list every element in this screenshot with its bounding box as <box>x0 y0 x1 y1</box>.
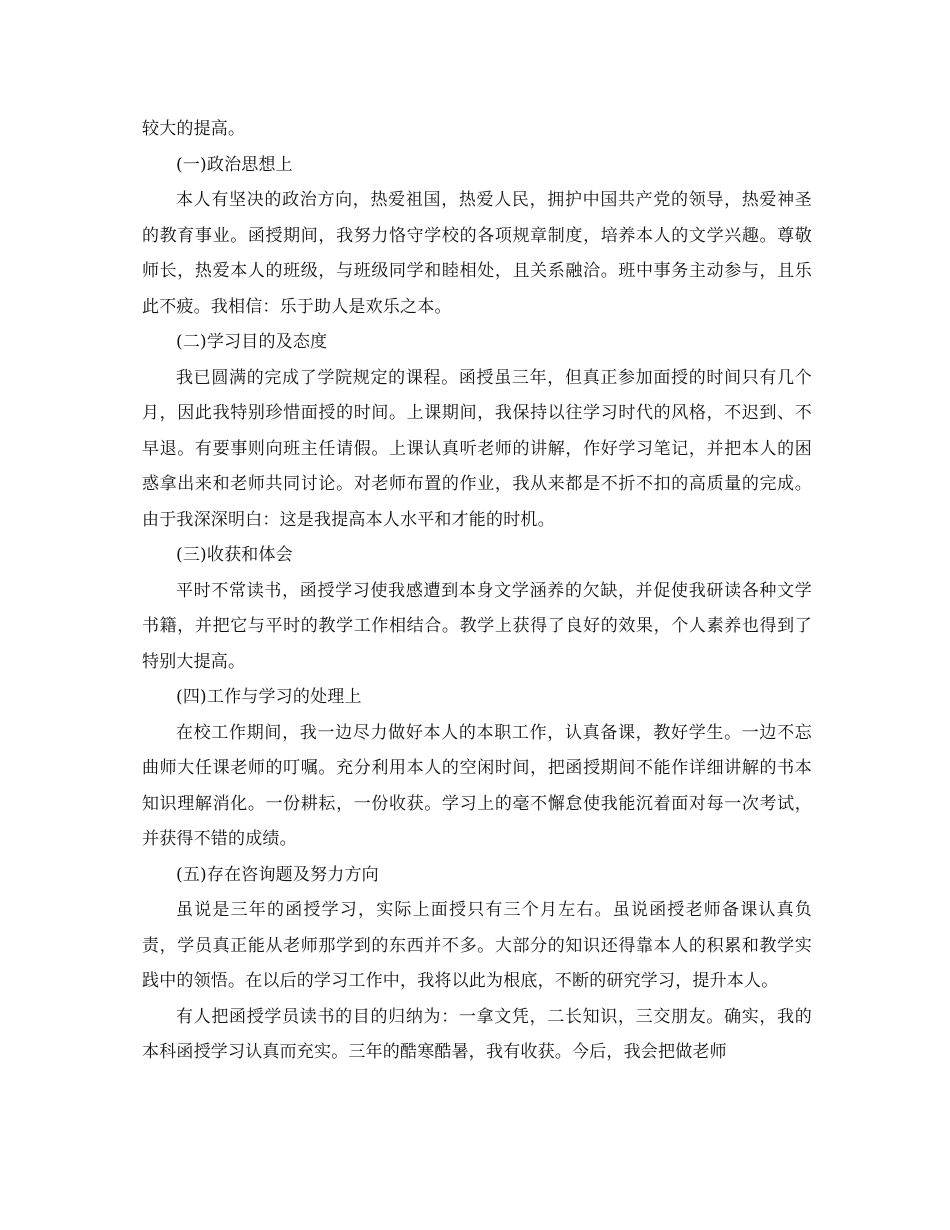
paragraph-politics: 本人有坚决的政治方向，热爱祖国，热爱人民，拥护中国共产党的领导，热爱神圣的教育事业。函授期间，我努力恪守学校的各项规章制度，培养本人的文学兴趣。尊敬师长，热爱本人的班级，与班级同学和睦相处，且关系融洽。班中事务主动参与，且乐此不疲。我相信：乐于助人是欢乐之本。 <box>142 190 812 317</box>
paragraph-continuation: 较大的提高。 <box>142 119 246 139</box>
paragraph-gains: 平时不常读书，函授学习使我感遭到本身文学涵养的欠缺，并促使我研读各种文学书籍，并把它与平时的教学工作相结合。教学上获得了良好的效果，个人素养也得到了特别大提高。 <box>142 580 812 672</box>
paragraph-closing: 有人把函授学员读书的目的归纳为：一拿文凭，二长知识，三交朋友。确实，我的本科函授学习认真而充实。三年的酷寒酷暑，我有收获。今后，我会把做老师 <box>142 1006 812 1062</box>
section-heading-gains: (三)收获和体会 <box>176 545 293 565</box>
section-heading-work-study: (四)工作与学习的处理上 <box>176 687 362 707</box>
section-heading-politics: (一)政治思想上 <box>176 154 293 175</box>
paragraph-problems: 虽说是三年的函授学习，实际上面授只有三个月左右。虽说函授老师备课认真负责，学员真正能从老师那学到的东西并不多。大部分的知识还得靠本人的积累和教学实践中的领悟。在以后的学习工作中，我将以此为根底，不断的研究学习，提升本人。 <box>142 900 812 991</box>
document-page <box>142 112 812 1071</box>
paragraph-study-goals: 我已圆满的完成了学院规定的课程。函授虽三年，但真正参加面授的时间只有几个月，因此我特别珍惜面授的时间。上课期间，我保持以往学习时代的风格，不迟到、不早退。有要事则向班主任请假。上课认真听老师的讲解，作好学习笔记，并把本人的困惑拿出来和老师共同讨论。对老师布置的作业，我从来都是不折不扣的高质量的完成。由于我深深明白：这是我提高本人水平和才能的时机。 <box>142 367 812 530</box>
section-heading-problems: (五)存在咨询题及努力方向 <box>176 864 379 885</box>
section-heading-study-goals: (二)学习目的及态度 <box>176 332 328 352</box>
paragraph-work-study: 在校工作期间，我一边尽力做好本人的本职工作，认真备课，教好学生。一边不忘曲师大任课老师的叮嘱。充分利用本人的空闲时间，把函授期间不能作详细讲解的书本知识理解消化。一份耕耘，一份收获。学习上的毫不懈怠使我能沉着面对每一次考试，并获得不错的成绩。 <box>142 722 812 849</box>
